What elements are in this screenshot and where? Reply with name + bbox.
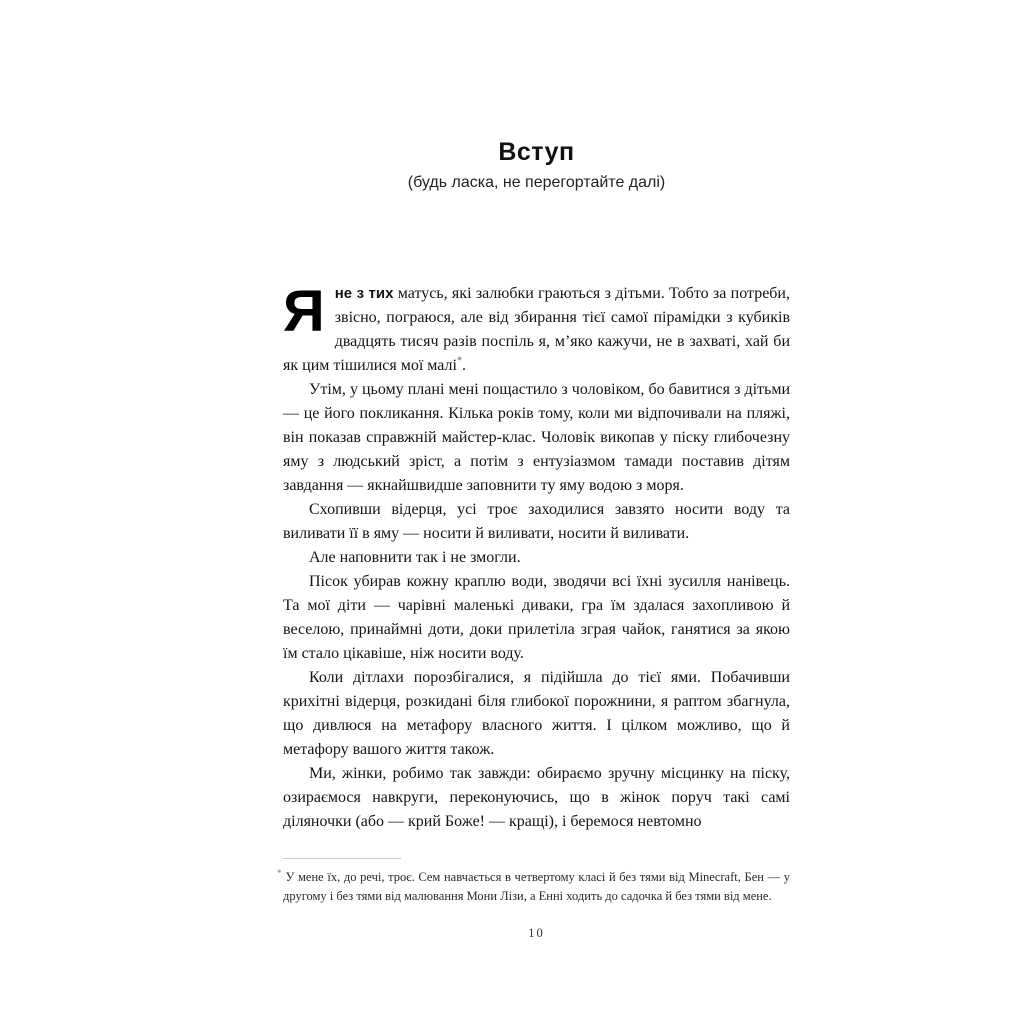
footnote-ref-marker: *: [456, 355, 462, 367]
lead-bold-text: не з тих: [334, 285, 394, 302]
paragraph-text-end: .: [461, 357, 466, 374]
paragraph: Схопивши відерця, усі троє заходилися завзято носити воду та виливати її в яму — носити й виливати, носити й виливати.: [283, 501, 790, 542]
paragraph-text: матусь, які залюбки граються з дітьми. Тобто за потреби, звісно, пограюся, але від збирання тієї самої пірамідки з кубиків двадцять тисяч разів поспіль я, м’яко кажучи, не в захваті, хай би як цим тішилися мої малі: [283, 285, 790, 374]
footnote-block: [277, 858, 790, 906]
footnote-divider: [283, 858, 401, 859]
paragraph: Утім, у цьому плані мені пощастило з чоловіком, бо бавитися з дітьми — це його покликання. Кілька років тому, коли ми відпочивали на пляжі, він показав справжній майстер-клас. Чоловік викопав у піску глибочезну яму з людський зріст, а потім з ентузіазмом тамади поставив дітям завдання — якнайшвидше заповнити ту яму водою з моря.: [283, 381, 790, 494]
paragraph: Але наповнити так і не змогли.: [309, 549, 521, 566]
dropcap-letter: Я: [283, 279, 325, 344]
text-column: [277, 0, 790, 906]
footnote-marker: *: [277, 867, 282, 878]
paragraphs-container: [283, 378, 790, 834]
paragraph: Коли дітлахи порозбігалися, я підійшла до тієї ями. Побачивши крихітні відерця, розкидані біля глибокої порожнини, я раптом збагнула, що дивлюся на метафору власного життя. І цілком можливо, що й метафору вашого життя також.: [283, 669, 790, 758]
body-text: [283, 279, 790, 834]
chapter-title: Вступ: [498, 138, 575, 166]
chapter-subtitle: (будь ласка, не перегортайте далі): [407, 174, 666, 191]
paragraph: Пісок убирав кожну краплю води, зводячи всі їхні зусилля нанівець. Та мої діти — чарівні маленькі диваки, гра їм здалася захопливою й веселою, принаймні доти, доки прилетіла зграя чайок, ганятися за якою їм стало цікавіше, ніж носити воду.: [283, 573, 790, 662]
footnote-body: У мене їх, до речі, троє. Сем навчається в четвертому класі й без тями від Minecraft, Бен — у другому і без тями від малювання Мони Лізи, а Енні ходить до садочка й без тями від мене.: [283, 870, 790, 903]
paragraph-first: [283, 279, 790, 378]
page-number: 10: [528, 926, 545, 940]
footnote-text: [277, 867, 790, 906]
paragraph: Ми, жінки, робимо так завжди: обираємо зручну місцинку на піску, озираємося навкруги, переконуючись, що в жінок поруч такі самі діляночки (або — крий Боже! — кращі), і беремося невтомно: [283, 765, 790, 830]
